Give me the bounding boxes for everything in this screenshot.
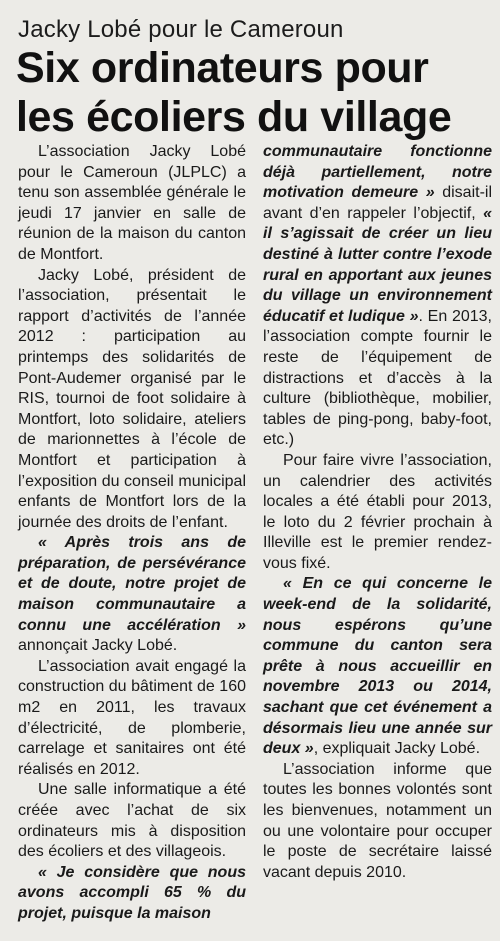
paragraph-text: . En 2013, l’association compte fournir le reste de l’équipement de distractions et d’accès à la culture (bibliothèque, mobilier, tables de ping-pong, baby-foot, etc.) (263, 307, 493, 449)
quote: « En ce qui concerne le week-end de la solidarité, nous espérons qu’une commune du canton sera prête à nous accueillir en novembre 2013 ou 2014, sachant que cet événement a désormais lieu une année sur deux » (263, 575, 492, 758)
paragraph: L’association informe que toutes les bonnes volontés sont les bienvenues, notamment un ou une volontaire pour occuper le poste de secrétaire laissé vacant depuis 2010. (263, 760, 492, 881)
paragraph-text: disait-il avant d’en rappeler l’objectif, (263, 184, 493, 222)
paragraph: L’association avait engagé la construction du bâtiment de 160 m2 en 2011, les travaux d’électricité, de plomberie, carrelage et sanitaires ont été réalisés en 2012. (18, 657, 246, 778)
headline-line-1: Six ordinateurs pour (16, 44, 429, 92)
article-kicker: Jacky Lobé pour le Cameroun (18, 16, 344, 43)
paragraph (263, 574, 492, 759)
paragraph-text: annonçait Jacky Lobé. (18, 637, 178, 655)
paragraph: Jacky Lobé, président de l’association, présentait le rapport d’activités de l’année 2012 : participation au printemps des solidarités de Pont-Audemer organisé par le RIS, tournoi de foot solidaire à Montfort, loto solidaire, ateliers de marionnettes à l’école de Montfort et participation à l’exposition du conseil municipal enfants de Montfort lors de la journée des droits de l’enfant. (18, 266, 246, 531)
right-column (263, 142, 492, 883)
paragraph-text: , expliquait Jacky Lobé. (313, 740, 481, 758)
article-headline (16, 44, 491, 142)
quote: communautaire fonctionne déjà partiellement, notre motivation demeure » (263, 143, 492, 202)
headline-line-2: les écoliers du village (16, 93, 452, 141)
paragraph: Pour faire vivre l’association, un calendrier des activités locales a été établi pour 2013, le loto du 2 février prochain à Illeville est le premier rendez-vous fixé. (263, 451, 492, 572)
quote: « il s’agissait de créer un lieu destiné à lutter contre l’exode rural en apportant aux jeunes du village un environnement éducatif et ludique » (263, 204, 492, 325)
paragraph: L’association Jacky Lobé pour le Cameroun (JLPLC) a tenu son assemblée générale le jeudi 17 janvier en salle de réunion de la maison du canton de Montfort. (18, 143, 246, 263)
paragraph: Une salle informatique a été créée avec l’achat de six ordinateurs mis à disposition des écoliers et des villageois. (18, 781, 246, 861)
quote: « Après trois ans de préparation, de persévérance et de doute, notre projet de maison communautaire a connu une accélération » (18, 534, 246, 634)
paragraph (18, 863, 246, 925)
left-column (18, 142, 246, 925)
quote: « Je considère que nous avons accompli 65 % du projet, puisque la maison (18, 863, 246, 922)
paragraph (263, 142, 492, 451)
paragraph (18, 533, 246, 657)
